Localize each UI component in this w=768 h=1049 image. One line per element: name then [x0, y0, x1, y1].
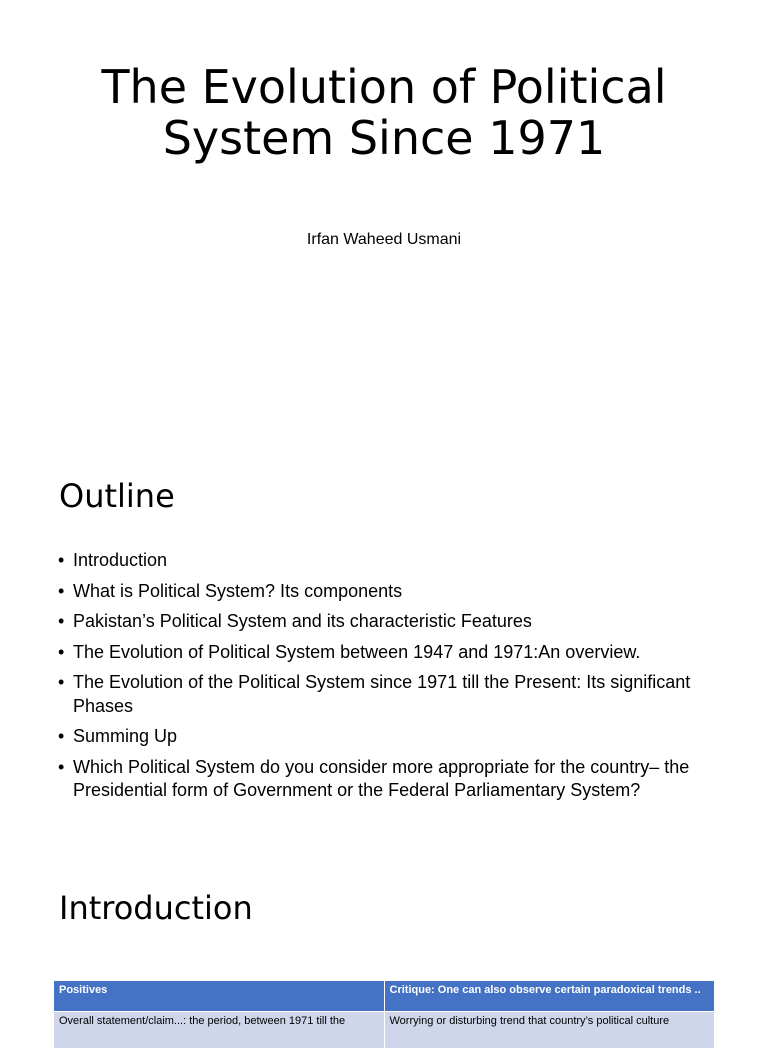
outline-item: • Introduction — [58, 549, 708, 573]
table-cell: Worrying or disturbing trend that country’s political culture — [384, 1012, 715, 1049]
introduction-table — [53, 980, 715, 1049]
table-header-positives: Positives — [54, 981, 385, 1012]
outline-list — [58, 549, 708, 810]
outline-item: • What is Political System? Its components — [58, 580, 708, 604]
outline-item: • The Evolution of the Political System since 1971 till the Present: Its significant Phases — [58, 671, 708, 718]
table-cell: Overall statement/claim...: the period, between 1971 till the — [54, 1012, 385, 1049]
outline-item: • The Evolution of Political System between 1947 and 1971:An overview. — [58, 641, 708, 665]
introduction-heading: Introduction — [59, 889, 253, 927]
table-header-critique: Critique: One can also observe certain paradoxical trends .. — [384, 981, 715, 1012]
outline-item: • Summing Up — [58, 725, 708, 749]
slide-author: Irfan Waheed Usmani — [306, 231, 462, 248]
slide-divider — [0, 440, 768, 441]
outline-item: • Pakistan’s Political System and its characteristic Features — [58, 610, 708, 634]
outline-heading: Outline — [59, 477, 175, 515]
title-slide — [0, 0, 768, 440]
outline-item: • Which Political System do you consider more appropriate for the country– the Presidential form of Government or the Federal Parliamentary System? — [58, 756, 708, 803]
table-header-row — [54, 981, 715, 1012]
table-row — [54, 1012, 715, 1049]
slide-title: The Evolution of Political System Since 1971 — [101, 60, 667, 165]
